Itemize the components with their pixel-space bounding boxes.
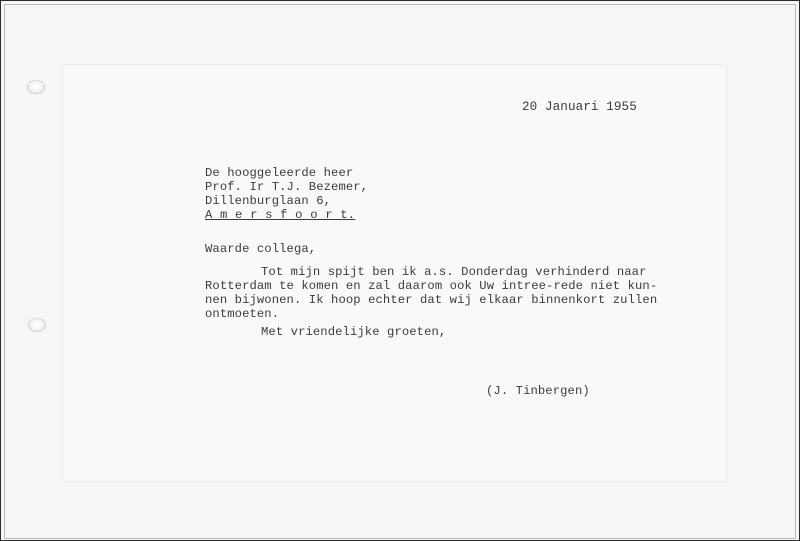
punch-hole-top [27,80,45,94]
signature: (J. Tinbergen) [486,384,590,398]
salutation: Waarde collega, [205,242,317,256]
letter-date: 20 Januari 1955 [522,100,637,114]
address-line-1: De hooggeleerde heer [205,166,354,180]
body-line-3: nen bijwonen. Ik hoop echter dat wij elkaar binnenkort zullen [205,293,658,307]
closing: Met vriendelijke groeten, [261,325,447,339]
letter-sheet [63,65,726,481]
body-line-4: ontmoeten. [205,307,280,321]
body-line-1: Tot mijn spijt ben ik a.s. Donderdag verhinderd naar [261,265,647,279]
body-line-2: Rotterdam te komen en zal daarom ook Uw intree-rede niet kun- [205,279,658,293]
address-line-2: Prof. Ir T.J. Bezemer, [205,180,369,194]
address-line-3: Dillenburglaan 6, [205,194,332,208]
address-line-4: A m e r s f o o r t. [205,208,356,222]
punch-hole-bottom [28,318,46,332]
